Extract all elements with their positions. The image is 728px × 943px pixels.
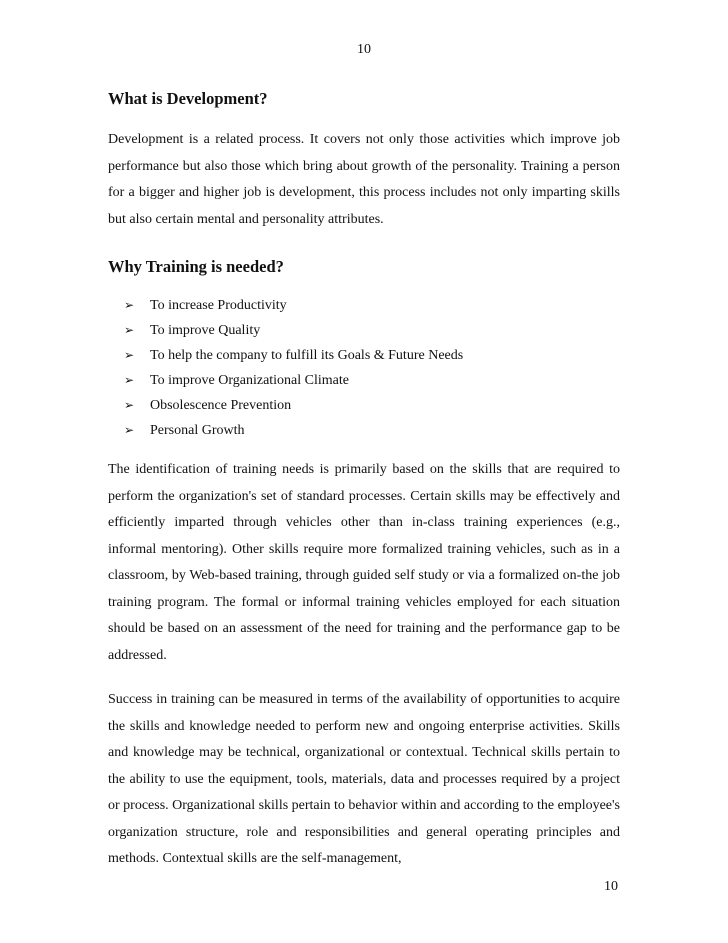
list-item-text: Obsolescence Prevention xyxy=(150,398,292,413)
list-item-text: Personal Growth xyxy=(150,423,245,438)
list-item xyxy=(124,393,620,418)
list-item xyxy=(124,318,620,343)
paragraph-identification: The identification of training needs is primarily based on the skills that are required to perform the organization's set of standard processes. Certain skills may be effectively and efficiently imparted through vehicles other than in-class training experiences (e.g., informal mentoring). Other skills require more formalized training vehicles, such as in a classroom, by Web-based training, through guided self study or via a formalized on-the job training program. The formal or informal training vehicles employed for each situation should be based on an assessment of the need for training and the performance gap to be addressed. xyxy=(108,462,620,663)
list-item-text: To improve Quality xyxy=(150,323,261,338)
list-item-text: To increase Productivity xyxy=(150,298,287,313)
arrow-bullet-icon: ➢ xyxy=(124,348,135,362)
page-number-footer: 10 xyxy=(604,879,618,894)
paragraph-success: Success in training can be measured in terms of the availability of opportunities to acquire the skills and knowledge needed to perform new and ongoing enterprise activities. Skills and knowledge may be technical, organizational or contextual. Technical skills pertain to the ability to use the equipment, tools, materials, data and processes required by a project or process. Organizational skills pertain to behavior within and according to the employee's organization structure, role and responsibilities and general operating principles and methods. Contextual skills are the self-management, xyxy=(108,692,620,866)
arrow-bullet-icon: ➢ xyxy=(124,373,135,387)
heading-why-training: Why Training is needed? xyxy=(108,257,284,276)
paragraph-development: Development is a related process. It covers not only those activities which improve job performance but also those which bring about growth of the personality. Training a person for a bigger and higher job is development, this process includes not only imparting skills but also certain mental and personality attributes. xyxy=(108,132,620,227)
list-item xyxy=(124,368,620,393)
arrow-bullet-icon: ➢ xyxy=(124,323,135,337)
arrow-bullet-icon: ➢ xyxy=(124,298,135,312)
page-number-header: 10 xyxy=(357,42,371,57)
arrow-bullet-icon: ➢ xyxy=(124,398,135,412)
list-item-text: To help the company to fulfill its Goals & Future Needs xyxy=(150,348,464,363)
list-item xyxy=(124,293,620,318)
list-item xyxy=(124,418,620,443)
page-content xyxy=(108,80,620,873)
list-item-text: To improve Organizational Climate xyxy=(150,373,349,388)
arrow-bullet-icon: ➢ xyxy=(124,423,135,437)
bullet-list-training-needs xyxy=(108,293,620,443)
list-item xyxy=(124,343,620,368)
heading-what-is-development: What is Development? xyxy=(108,89,268,108)
